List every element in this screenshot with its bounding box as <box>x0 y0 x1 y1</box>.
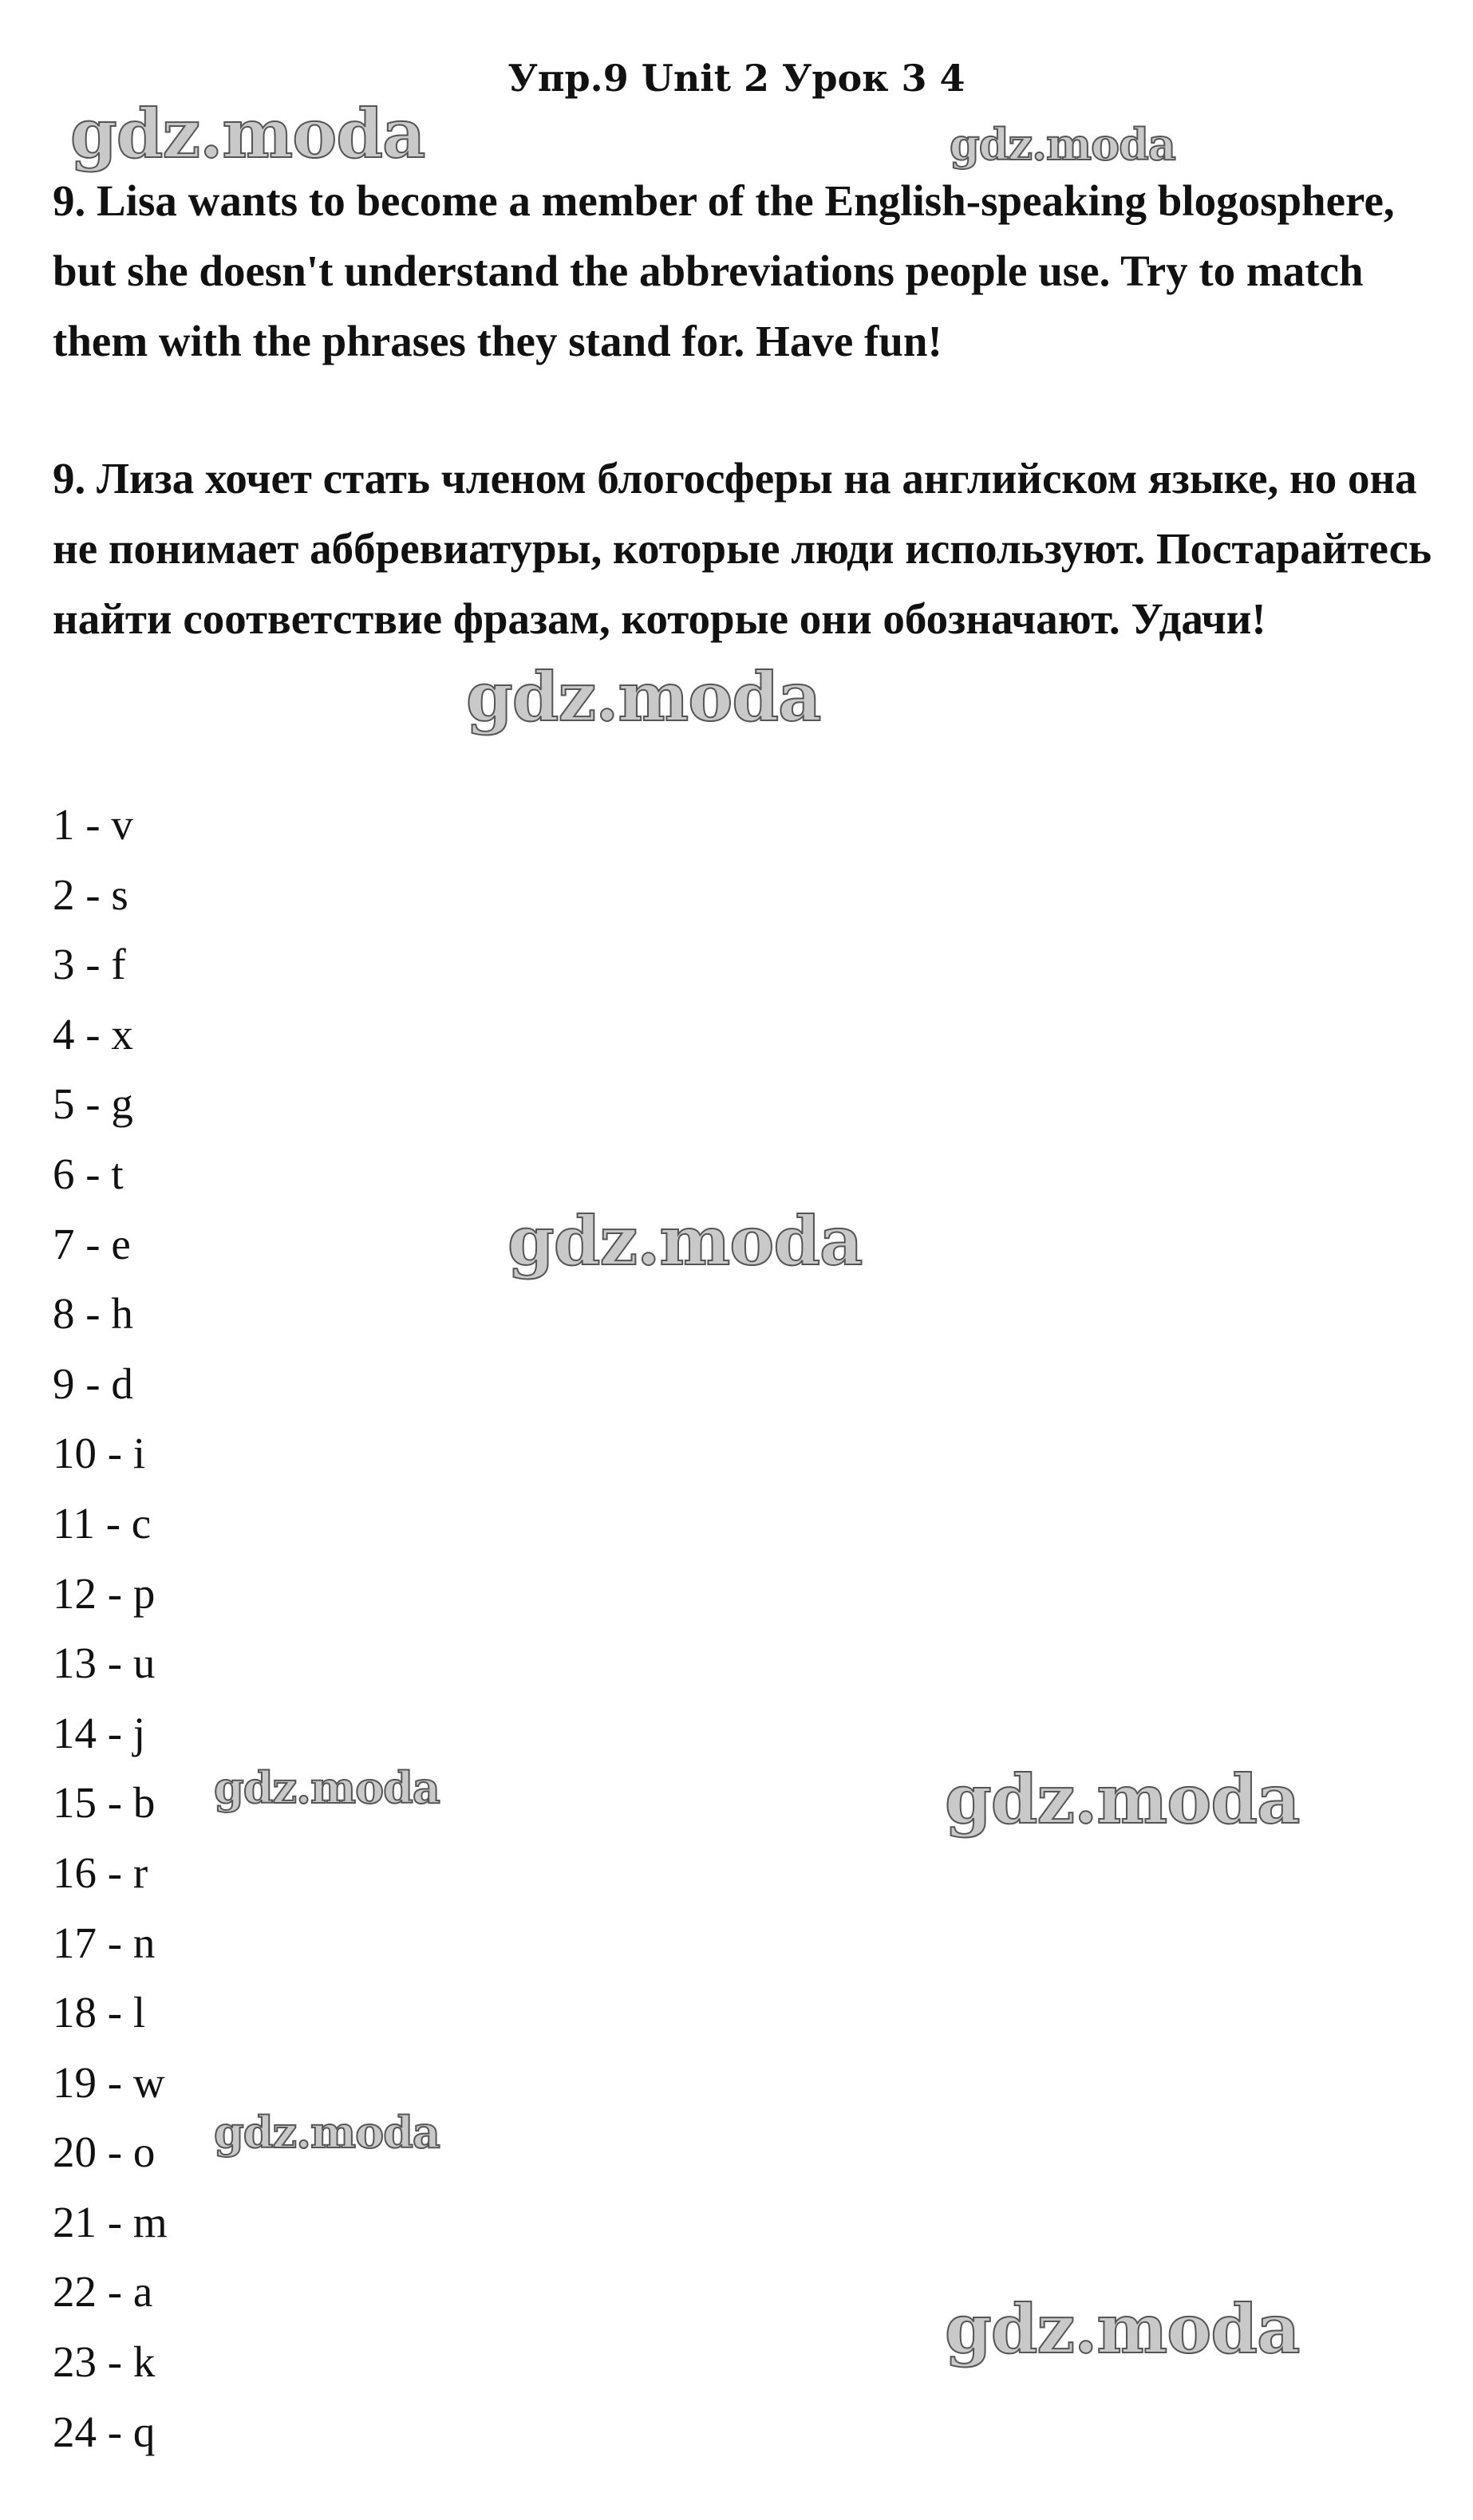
answer-item: 9 - d <box>53 1359 133 1408</box>
answer-item: 4 - x <box>53 1009 133 1059</box>
answer-item: 24 - q <box>53 2407 156 2456</box>
answer-list <box>53 790 168 2467</box>
watermark: gdz.moda <box>945 2289 1300 2368</box>
watermark: gdz.moda <box>507 1201 863 1280</box>
answer-item: 2 - s <box>53 870 128 919</box>
answer-item: 21 - m <box>53 2197 168 2246</box>
answer-item: 3 - f <box>53 940 126 989</box>
answer-item: 23 - k <box>53 2337 156 2387</box>
task-text-english: 9. Lisa wants to become a member of the English-speaking blogosphere, but she doesn't understand the abbreviations people use. Try to match them with the phrases they stand for. Have fun! <box>53 176 1395 365</box>
answer-item: 15 - b <box>53 1778 156 1828</box>
answer-item: 5 - g <box>53 1079 133 1129</box>
answer-item: 19 - w <box>53 2057 165 2107</box>
answer-item: 11 - c <box>53 1498 152 1548</box>
answer-item: 12 - p <box>53 1568 156 1618</box>
answer-item: 1 - v <box>53 800 133 849</box>
watermark: gdz.moda <box>950 119 1175 170</box>
watermark: gdz.moda <box>70 94 425 173</box>
answer-item: 14 - j <box>53 1708 146 1757</box>
answer-item: 16 - r <box>53 1848 148 1897</box>
watermark: gdz.moda <box>945 1760 1300 1839</box>
answer-item: 22 - a <box>53 2267 153 2317</box>
answer-item: 17 - n <box>53 1918 156 1967</box>
answer-item: 18 - l <box>53 1988 146 2037</box>
watermark: gdz.moda <box>214 1762 440 1813</box>
watermark: gdz.moda <box>466 657 821 736</box>
answer-item: 7 - e <box>53 1219 131 1268</box>
page-title: Упр.9 Unit 2 Урок 3 4 <box>507 57 966 100</box>
task-text-russian: 9. Лиза хочет стать членом блогосферы на английском языке, но она не понимает аббревиатуры, которые люди используют. Постарайтесь найти соответствие фразам, которые они обозначают. Удачи! <box>53 454 1432 643</box>
answer-item: 10 - i <box>53 1429 146 1478</box>
answer-item: 20 - o <box>53 2128 156 2177</box>
answer-item: 13 - u <box>53 1639 156 1688</box>
answer-item: 6 - t <box>53 1149 124 1198</box>
watermark: gdz.moda <box>214 2107 440 2158</box>
answer-item: 8 - h <box>53 1289 133 1339</box>
